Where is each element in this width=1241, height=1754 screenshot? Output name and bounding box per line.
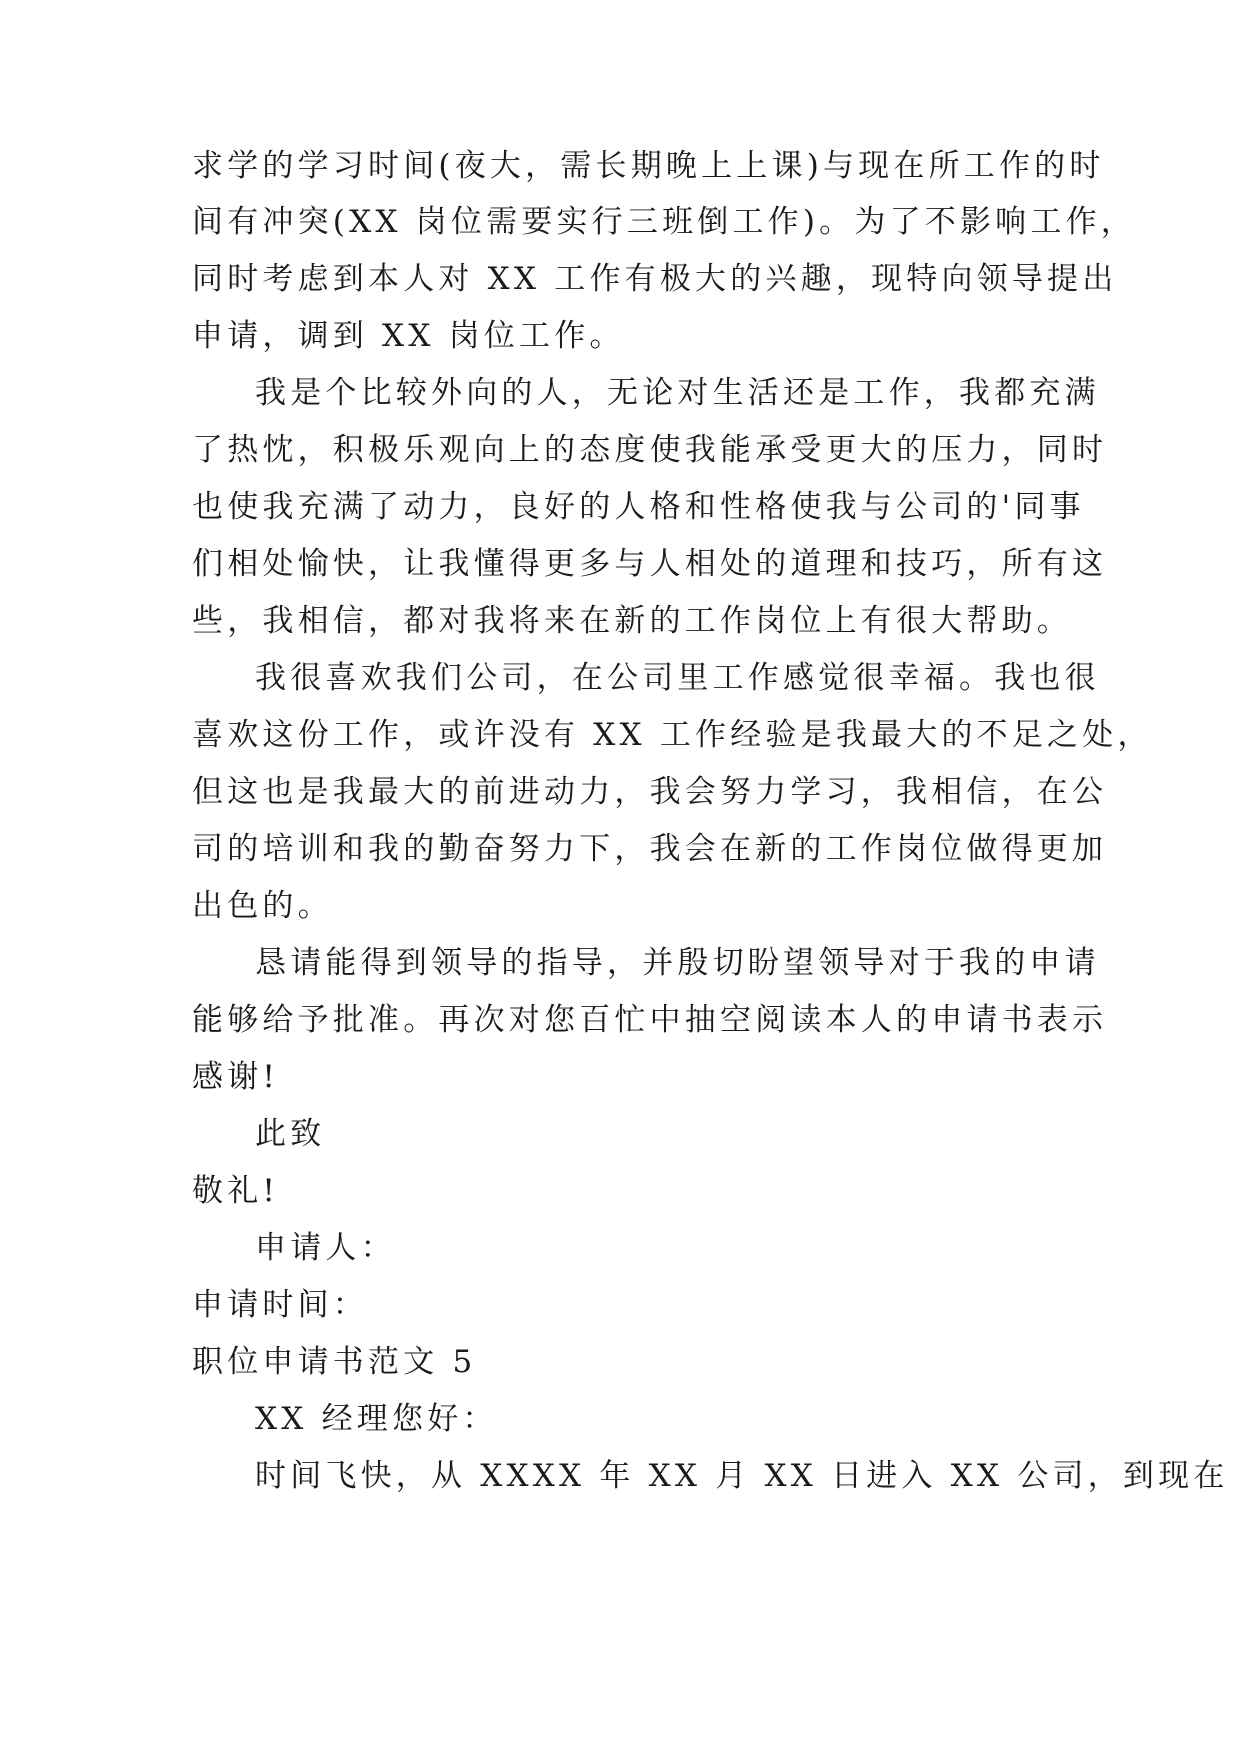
application-date-label: 申请时间： bbox=[192, 1287, 368, 1323]
paragraph-line: 间有冲突(XX 岗位需要实行三班倒工作)。为了不影响工作， bbox=[192, 204, 1136, 240]
applicant-label: 申请人： bbox=[255, 1230, 396, 1266]
paragraph-line: 时间飞快，从 XXXX 年 XX 月 XX 日进入 XX 公司，到现在 bbox=[255, 1458, 1229, 1494]
closing-regards: 敬礼! bbox=[192, 1173, 280, 1209]
paragraph-line: 也使我充满了动力，良好的人格和性格使我与公司的'同事 bbox=[192, 489, 1085, 525]
paragraph-line: 求学的学习时间(夜大，需长期晚上上课)与现在所工作的时 bbox=[192, 148, 1105, 184]
paragraph-line: 喜欢这份工作，或许没有 XX 工作经验是我最大的不足之处， bbox=[192, 717, 1153, 753]
paragraph-line: 感谢! bbox=[192, 1059, 280, 1095]
paragraph-line: 同时考虑到本人对 XX 工作有极大的兴趣，现特向领导提出 bbox=[192, 261, 1118, 297]
paragraph-line: 们相处愉快，让我懂得更多与人相处的道理和技巧，所有这 bbox=[192, 546, 1108, 582]
paragraph-line: 恳请能得到领导的指导，并殷切盼望领导对于我的申请 bbox=[255, 945, 1100, 981]
paragraph-line: 我是个比较外向的人，无论对生活还是工作，我都充满 bbox=[255, 375, 1100, 411]
paragraph-line: 司的培训和我的勤奋努力下，我会在新的工作岗位做得更加 bbox=[192, 831, 1108, 867]
paragraph-line: 些，我相信，都对我将来在新的工作岗位上有很大帮助。 bbox=[192, 603, 1072, 639]
section-title: 职位申请书范文 5 bbox=[192, 1344, 477, 1380]
paragraph-line: 申请，调到 XX 岗位工作。 bbox=[192, 318, 625, 354]
greeting: XX 经理您好： bbox=[255, 1401, 498, 1437]
closing-salutation: 此致 bbox=[255, 1116, 326, 1152]
paragraph-line: 但这也是我最大的前进动力，我会努力学习，我相信，在公 bbox=[192, 774, 1108, 810]
paragraph-line: 能够给予批准。再次对您百忙中抽空阅读本人的申请书表示 bbox=[192, 1002, 1108, 1038]
paragraph-line: 我很喜欢我们公司，在公司里工作感觉很幸福。我也很 bbox=[255, 660, 1100, 696]
paragraph-line: 出色的。 bbox=[192, 888, 333, 924]
paragraph-line: 了热忱，积极乐观向上的态度使我能承受更大的压力，同时 bbox=[192, 432, 1108, 468]
